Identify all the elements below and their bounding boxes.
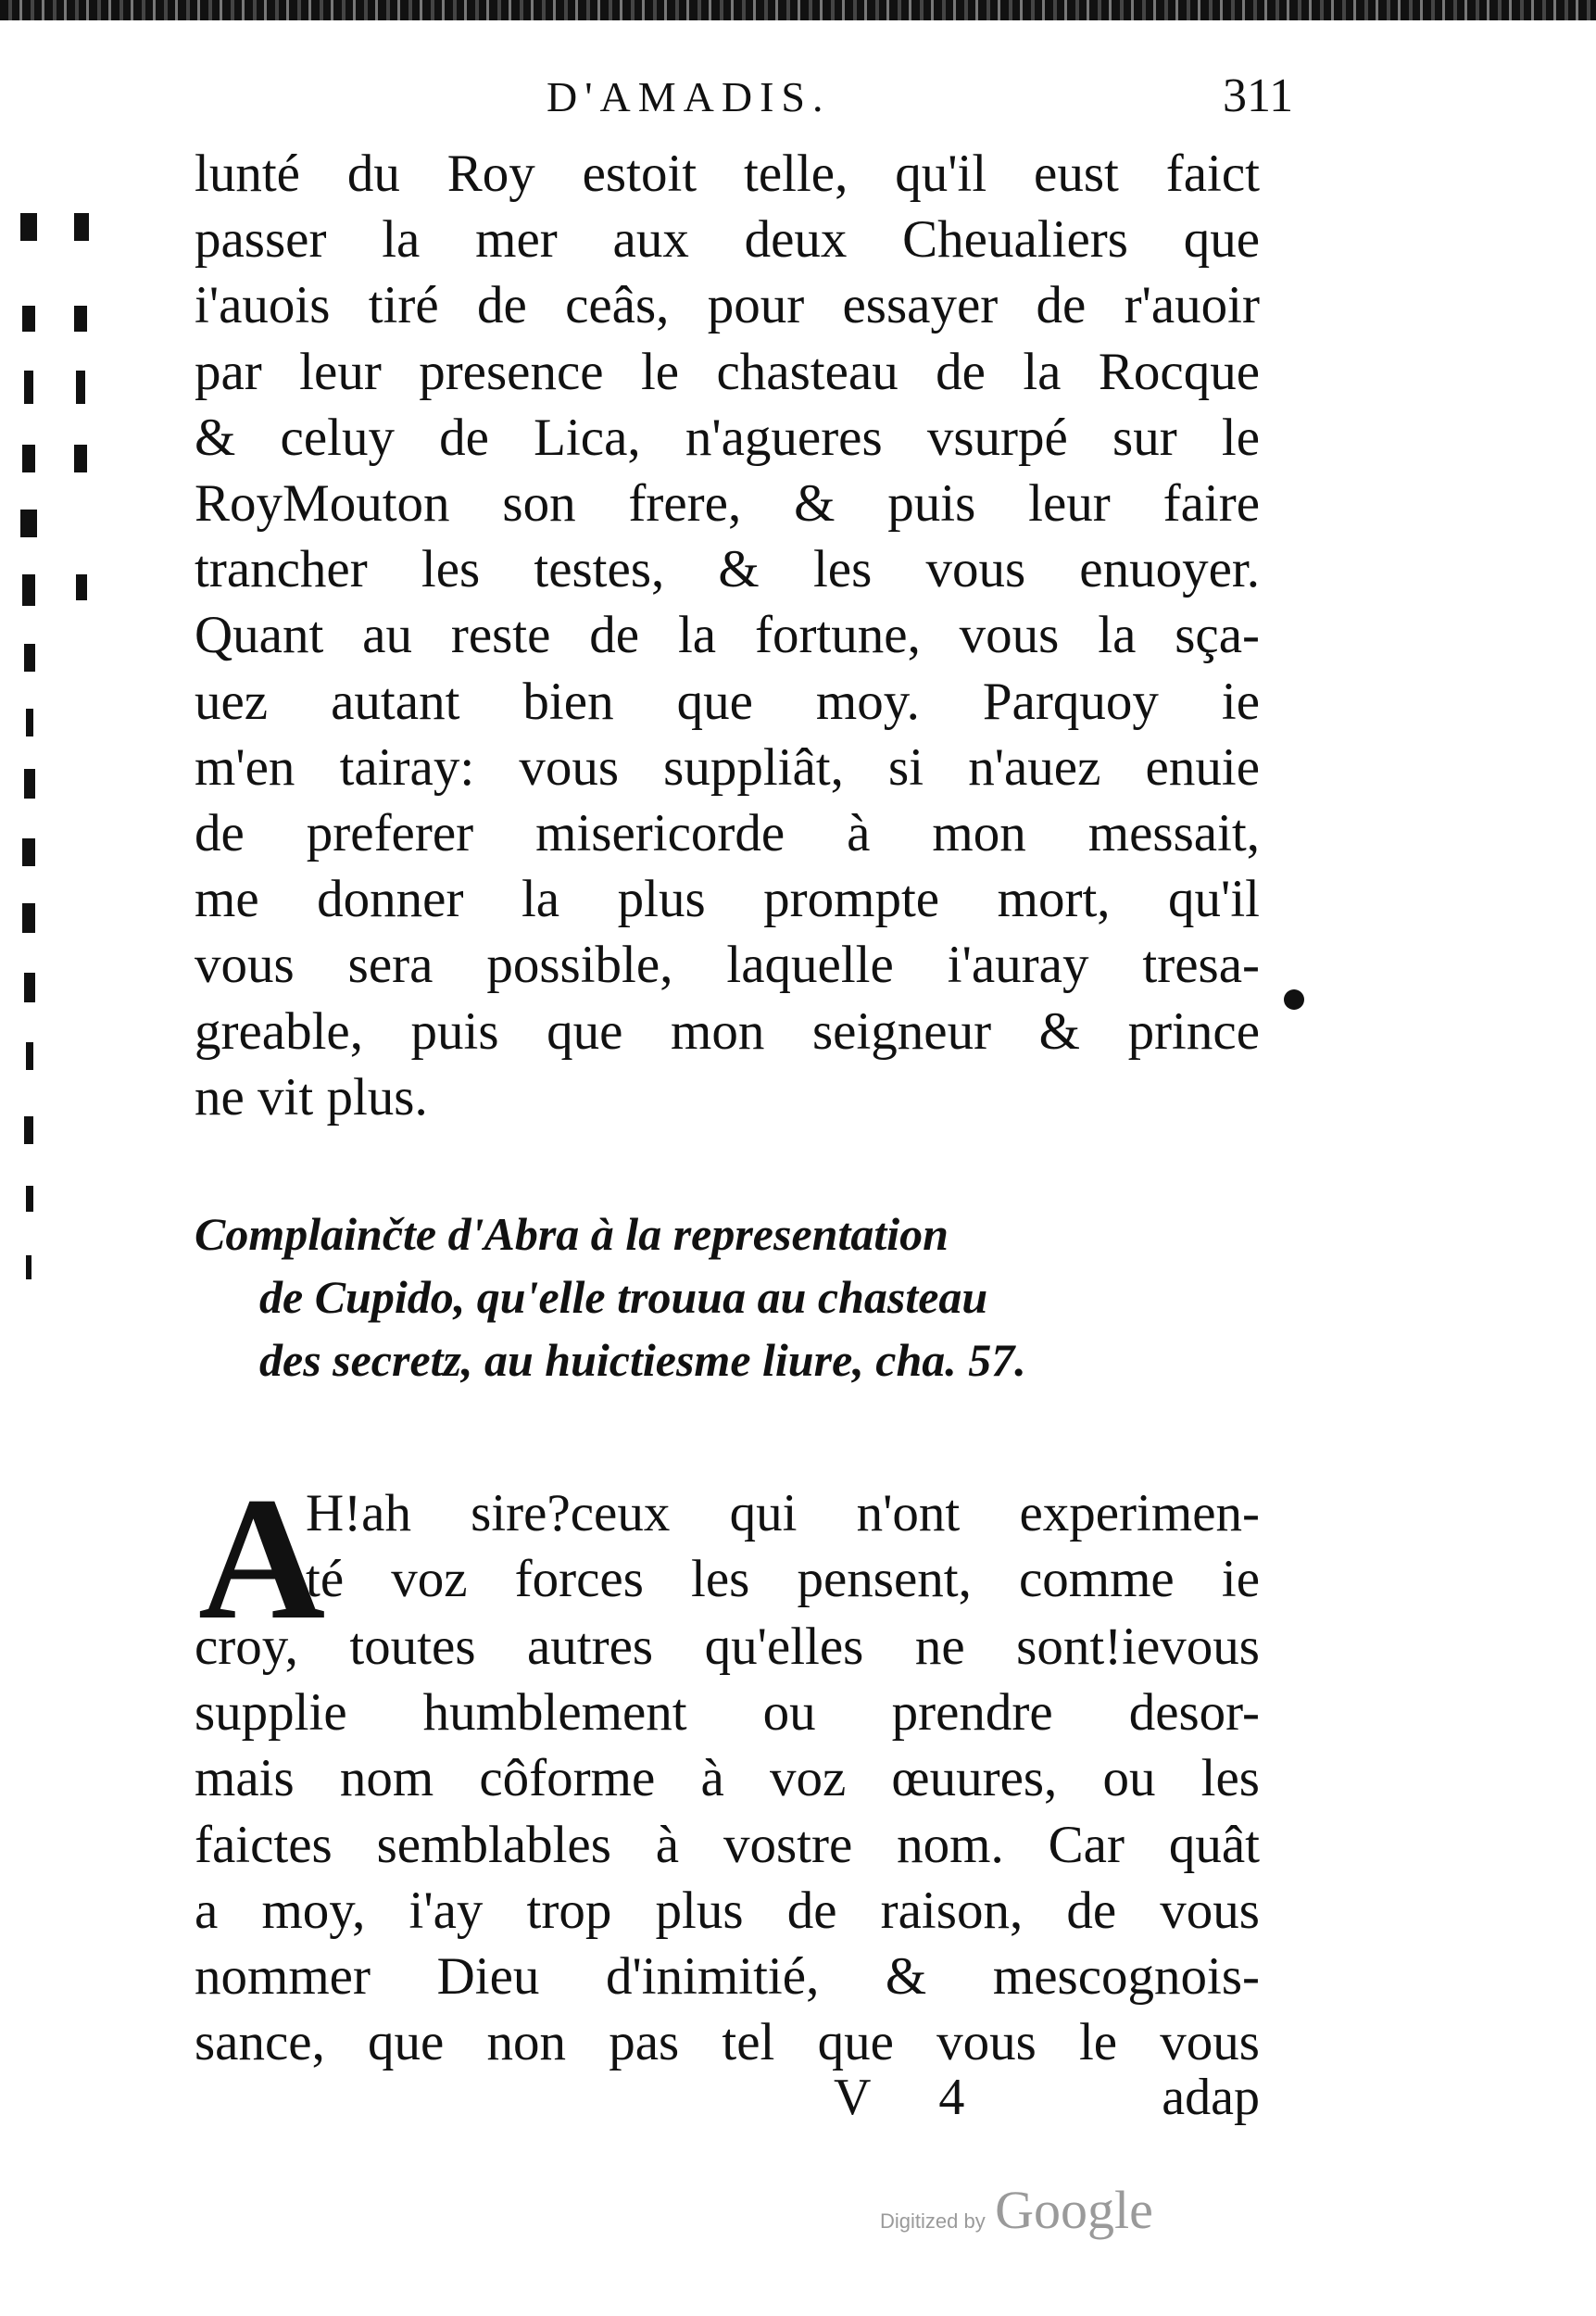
caption-line: Complainčte d'Abra à la representation xyxy=(195,1208,949,1260)
text-line: nommer Dieu d'inimitié, & mescognois- xyxy=(195,1947,1260,2007)
text-line: sance, que non pas tel que vous le vous xyxy=(195,2013,1260,2072)
running-title: D'AMADIS. xyxy=(547,73,831,120)
text-line: greable, puis que mon seigneur & prince xyxy=(195,1001,1260,1061)
text-line: H!ah sire?ceux qui n'ont experimen- xyxy=(306,1484,1260,1542)
signature-and-catchword xyxy=(834,2068,1260,2127)
ink-speck xyxy=(1284,989,1304,1010)
running-header xyxy=(0,69,1596,128)
text-line: uez autant bien que moy. Parquoy ie xyxy=(195,672,1260,731)
section-caption xyxy=(195,1202,1260,1391)
digitization-watermark xyxy=(880,2179,1153,2241)
caption-line: de Cupido, qu'elle trouua au chasteau xyxy=(259,1271,988,1323)
text-line: trancher les testes, & les vous enuoyer. xyxy=(195,540,1260,599)
text-line: & celuy de Lica, n'agueres vsurpé sur le xyxy=(195,408,1260,467)
text-line: me donner la plus prompte mort, qu'il xyxy=(195,870,1260,929)
text-line: i'auois tiré de ceâs, pour essayer de r'auoir xyxy=(195,276,1260,335)
catchword: adap xyxy=(1162,2069,1260,2126)
text-line: a moy, i'ay trop plus de raison, de vous xyxy=(195,1881,1260,1940)
text-line: m'en tairay: vous suppliât, si n'auez enuie xyxy=(195,737,1260,797)
body-paragraph-2-opening xyxy=(306,1480,1260,1612)
text-line: Quant au reste de la fortune, vous la sça- xyxy=(195,606,1260,665)
text-line: par leur presence le chasteau de la Rocque xyxy=(195,342,1260,401)
page-number: 311 xyxy=(1223,69,1294,122)
watermark-prefix: Digitized by xyxy=(880,2209,986,2233)
top-edge-band xyxy=(0,0,1596,20)
text-line: mais nom côforme à voz œuures, ou les xyxy=(195,1749,1260,1808)
text-line: lunté du Roy estoit telle, qu'il eust faict xyxy=(195,145,1260,203)
text-line: ne vit plus. xyxy=(195,1067,428,1127)
drop-cap: A xyxy=(198,1462,326,1656)
text-line: croy, toutes autres qu'elles ne sont!ievous xyxy=(195,1617,1260,1676)
text-line: faictes semblables à vostre nom. Car quât xyxy=(195,1815,1260,1874)
bleed-through-margin xyxy=(0,204,120,1501)
signature-mark: V 4 xyxy=(834,2069,993,2126)
text-line: de preferer misericorde à mon messait, xyxy=(195,804,1260,863)
text-line: té voz forces les pensent, comme ie xyxy=(306,1550,1260,1609)
text-line: vous sera possible, laquelle i'auray tresa- xyxy=(195,936,1260,995)
body-paragraph-2 xyxy=(195,1614,1260,2075)
caption-line: des secretz, au huictiesme liure, cha. 57. xyxy=(259,1334,1026,1386)
watermark-brand: Google xyxy=(995,2180,1153,2240)
text-line: RoyMouton son frere, & puis leur faire xyxy=(195,474,1260,534)
text-line: supplie humblement ou prendre desor- xyxy=(195,1683,1260,1743)
body-paragraph-1 xyxy=(195,141,1260,1130)
text-line: passer la mer aux deux Cheualiers que xyxy=(195,210,1260,270)
